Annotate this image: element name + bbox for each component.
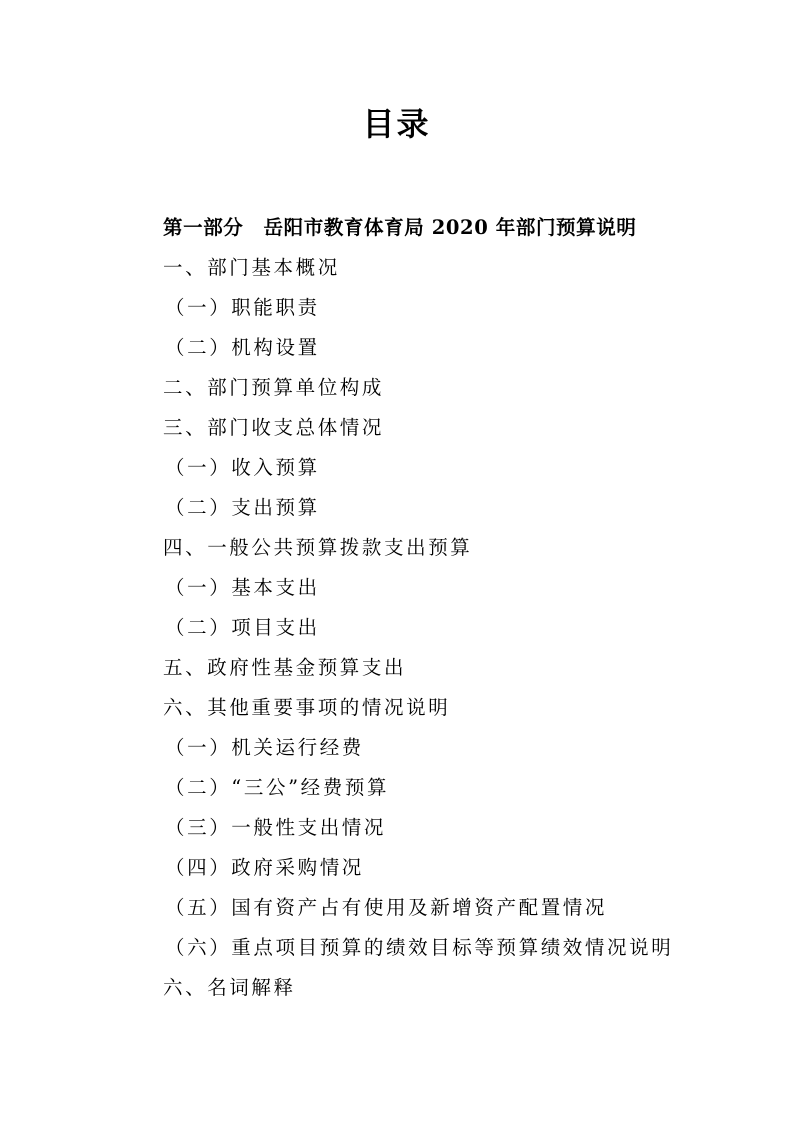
toc-entry-section: 三、部门收支总体情况 — [163, 416, 385, 439]
toc-entry-section: 六、名词解释 — [163, 976, 296, 999]
toc-entry-section: 四、一般公共预算拨款支出预算 — [163, 536, 473, 559]
toc-entry-subsection: （五）国有资产占有使用及新增资产配置情况 — [165, 896, 608, 919]
page-title: 目录 — [362, 105, 431, 143]
toc-entry-subsection: （二）支出预算 — [165, 496, 320, 519]
toc-entry-subsection: （六）重点项目预算的绩效目标等预算绩效情况说明 — [165, 936, 674, 959]
toc-entry-subsection: （二）“三公”经费预算 — [165, 776, 390, 799]
toc-entry-subsection: （一）收入预算 — [165, 456, 320, 479]
toc-entry-section: 一、部门基本概况 — [163, 256, 340, 279]
toc-entry-section: 二、部门预算单位构成 — [163, 376, 385, 399]
toc-entry-subsection: （二）机构设置 — [165, 336, 320, 359]
toc-entry-part-one: 第一部分 岳阳市教育体育局 2020 年部门预算说明 — [163, 216, 637, 239]
toc-entry-subsection: （一）职能职责 — [165, 296, 320, 319]
toc-entry-subsection: （一）基本支出 — [165, 576, 320, 599]
toc-entry-section: 六、其他重要事项的情况说明 — [163, 696, 451, 719]
toc-entry-section: 五、政府性基金预算支出 — [163, 656, 407, 679]
toc-entry-subsection: （一）机关运行经费 — [165, 736, 364, 759]
toc-entry-subsection: （三）一般性支出情况 — [165, 816, 387, 839]
table-of-contents — [163, 208, 723, 1008]
toc-entry-subsection: （二）项目支出 — [165, 616, 320, 639]
toc-entry-subsection: （四）政府采购情况 — [165, 856, 364, 879]
